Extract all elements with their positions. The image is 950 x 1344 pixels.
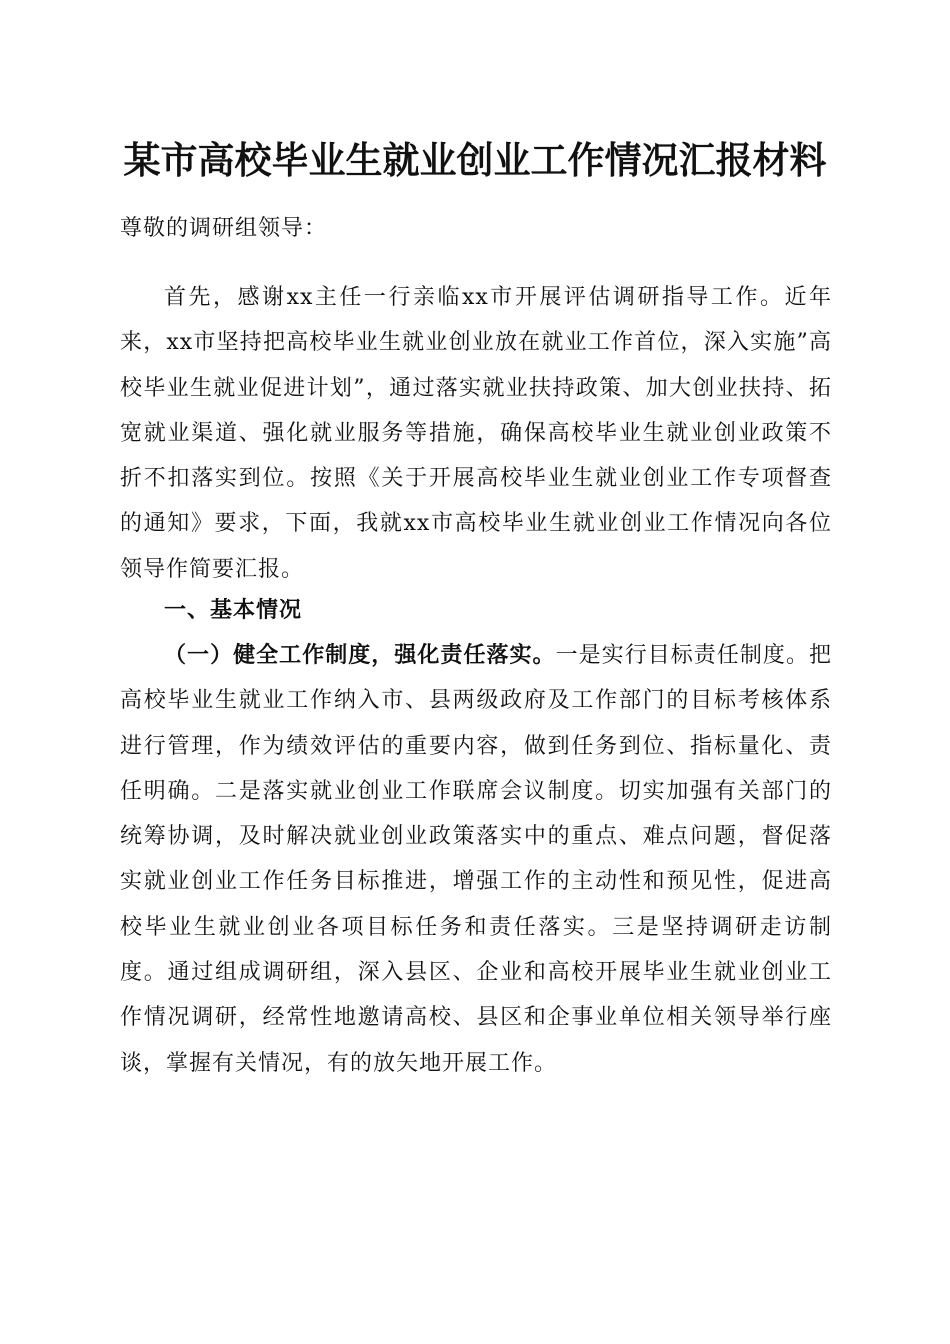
salutation: 尊敬的调研组领导：	[120, 216, 328, 241]
document-title: 某市高校毕业生就业创业工作情况汇报材料	[123, 138, 827, 182]
section-heading-basic-situation: 一、基本情况	[164, 597, 303, 623]
intro-paragraph: 首先，感谢xx主任一行亲临xx市开展评估调研指导工作。近年来，xx市坚持把高校毕业生就业创业放在就业工作首位，深入实施”高校毕业生就业促进计划”，通过落实就业扶持政策、加大创业扶持、拓宽就业渠道、强化就业服务等措施，确保高校毕业生就业创业政策不折不扣落实到位。按照《关于开展高校毕业生就业创业工作专项督查的通知》要求，下面，我就xx市高校毕业生就业创业工作情况向各位领导作简要汇报。	[120, 285, 832, 582]
subsection-body: 一是实行目标责任制度。把高校毕业生就业工作纳入市、县两级政府及工作部门的目标考核体系进行管理，作为绩效评估的重要内容，做到任务到位、指标量化、责任明确。二是落实就业创业工作联席会议制度。切实加强有关部门的统筹协调，及时解决就业创业政策落实中的重点、难点问题，督促落实就业创业工作任务目标推进，增强工作的主动性和预见性，促进高校毕业生就业创业各项目标任务和责任落实。三是坚持调研走访制度。通过组成调研组，深入县区、企业和高校开展毕业生就业创业工作情况调研，经常性地邀请高校、县区和企事业单位相关领导举行座谈，掌握有关情况，有的放矢地开展工作。	[120, 643, 832, 1076]
subsection-paragraph	[120, 633, 832, 1086]
subsection-heading: （一）健全工作制度，强化责任落实。	[164, 642, 556, 668]
